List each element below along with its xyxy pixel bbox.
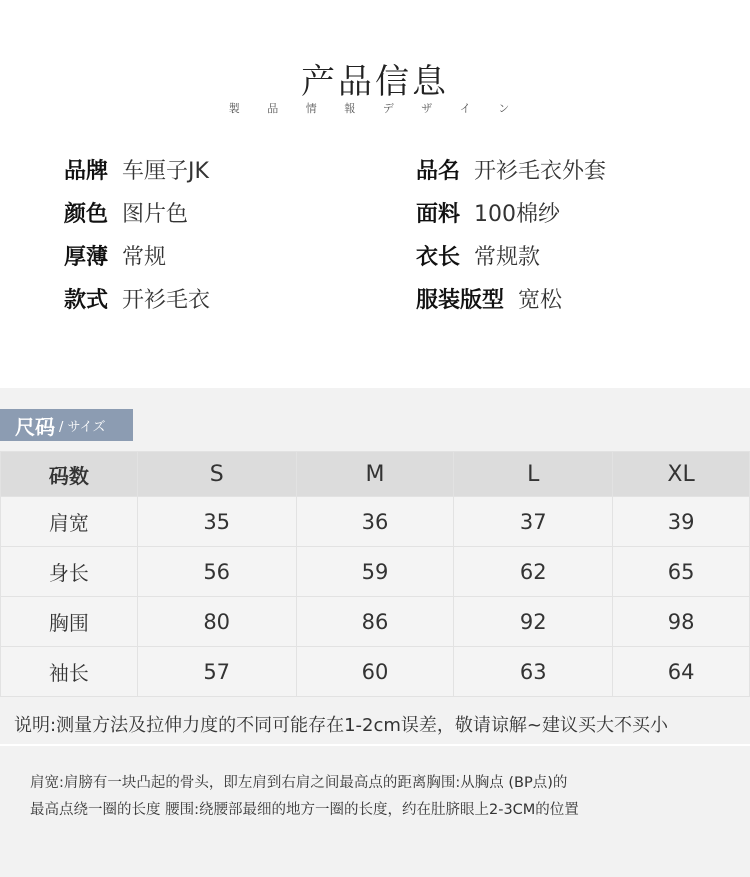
row-label: 袖长 — [1, 647, 138, 697]
row-label: 肩宽 — [1, 497, 138, 547]
info-value: 100棉纱 — [474, 202, 561, 227]
page-title: 产品信息 — [301, 62, 449, 102]
info-value: 开衫毛衣 — [122, 288, 211, 313]
table-cell: 64 — [613, 647, 750, 697]
info-value: 常规款 — [474, 245, 541, 270]
table-cell: 37 — [454, 497, 613, 547]
info-key: 品牌 — [64, 159, 109, 184]
header-cell-s: S — [137, 452, 296, 497]
size-table — [0, 451, 750, 697]
header-cell-xl: XL — [613, 452, 750, 497]
measurement-note: 说明:测量方法及拉伸力度的不同可能存在1-2cm误差，敬请谅解~建议买大不买小 — [14, 715, 668, 736]
description-line: 肩宽:肩膀有一块凸起的骨头，即左肩到右肩之间最高点的距离胸围:从胸点 (BP点)的 — [30, 775, 568, 791]
info-length — [416, 240, 540, 271]
table-cell: 35 — [137, 497, 296, 547]
info-key: 服装版型 — [416, 288, 505, 313]
divider — [0, 744, 750, 746]
measurement-description — [30, 770, 730, 824]
info-style — [64, 283, 210, 314]
table-cell: 59 — [296, 547, 454, 597]
size-tag-main: 尺码 — [15, 414, 55, 439]
size-tag-sub: / サイズ — [59, 419, 106, 435]
info-thickness — [64, 240, 166, 271]
info-color — [64, 197, 188, 228]
info-key: 款式 — [64, 288, 109, 313]
table-cell: 36 — [296, 497, 454, 547]
row-label: 身长 — [1, 547, 138, 597]
info-brand — [64, 154, 209, 185]
page-subtitle: 製 品 情 報 デ ザ イ ン — [228, 102, 522, 115]
table-cell: 86 — [296, 597, 454, 647]
info-value: 宽松 — [518, 288, 563, 313]
table-cell: 80 — [137, 597, 296, 647]
table-row — [1, 647, 750, 697]
header-cell-m: M — [296, 452, 454, 497]
header-cell-size: 码数 — [1, 452, 138, 497]
table-cell: 65 — [613, 547, 750, 597]
size-table-header — [1, 452, 750, 497]
table-cell: 56 — [137, 547, 296, 597]
table-cell: 39 — [613, 497, 750, 547]
info-product-name — [416, 154, 606, 185]
info-value: 常规 — [122, 245, 167, 270]
info-fabric — [416, 197, 560, 228]
info-value: 车厘子JK — [122, 159, 209, 184]
table-cell: 63 — [454, 647, 613, 697]
info-key: 品名 — [416, 159, 461, 184]
table-cell: 60 — [296, 647, 454, 697]
table-cell: 98 — [613, 597, 750, 647]
info-fit — [416, 283, 562, 314]
table-row — [1, 497, 750, 547]
description-line: 最高点绕一圈的长度 腰围:绕腰部最细的地方一圈的长度，约在肚脐眼上2-3CM的位置 — [30, 802, 579, 818]
row-label: 胸围 — [1, 597, 138, 647]
info-key: 面料 — [416, 202, 461, 227]
table-row — [1, 597, 750, 647]
table-cell: 57 — [137, 647, 296, 697]
size-section-tag — [0, 409, 133, 441]
info-key: 厚薄 — [64, 245, 109, 270]
table-cell: 92 — [454, 597, 613, 647]
info-value: 开衫毛衣外套 — [474, 159, 607, 184]
info-value: 图片色 — [122, 202, 189, 227]
info-key: 衣长 — [416, 245, 461, 270]
header-cell-l: L — [454, 452, 613, 497]
info-key: 颜色 — [64, 202, 109, 227]
table-row — [1, 547, 750, 597]
table-cell: 62 — [454, 547, 613, 597]
